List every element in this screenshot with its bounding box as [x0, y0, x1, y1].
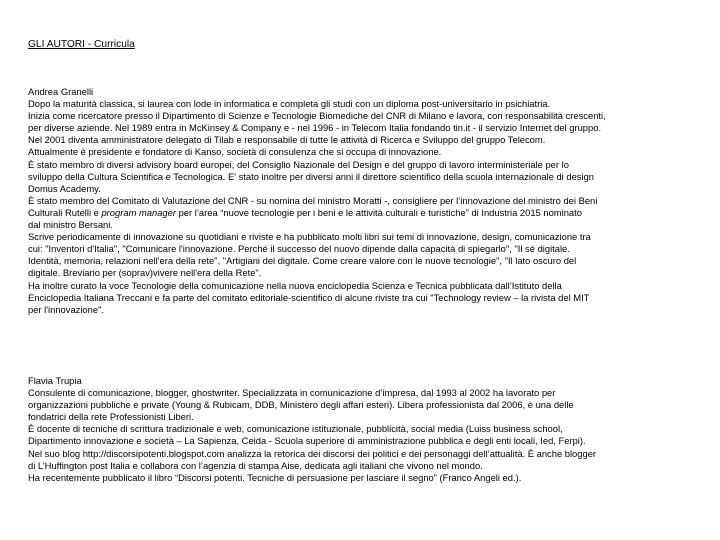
bio-line: per diverse aziende. Nel 1989 entra in McKinsey & Company e - nel 1996 - in Telecom Italia fondando tin.it - il servizio Internet del gruppo.	[28, 122, 602, 134]
bio-line: Nel 2001 diventa amministratore delegato di Tilab e responsabile di tutte le attività di Ricerca e Sviluppo del gruppo Telecom.	[28, 134, 546, 146]
bio-italic-text: program manager	[101, 206, 176, 218]
document-page	[28, 0, 704, 540]
bio-line	[28, 207, 704, 219]
bio-line: È docente di tecniche di scrittura tradizionale e web, comunicazione istituzionale, pubblicità, social media (Luiss business school,	[28, 423, 563, 435]
bio-line: Dipartimento innovazione e società – La Sapienza, Ceida - Scuola superiore di amministrazione pubblica e degli enti locali, Ied, Ferpi).	[28, 435, 586, 447]
bio-line: Consulente di comunicazione, blogger, ghostwriter. Specializzata in comunicazione d’impresa, dal 1993 al 2002 ha lavorato per	[28, 387, 556, 399]
bio-line: di L’Huffington post Italia e collabora con l’agenzia di stampa Aise, dedicata agli italiani che vivono nel mondo.	[28, 459, 483, 471]
bio-text: per l’area “nuove tecnologie per i beni e le attività culturali e turistiche” di Industria 2015 nominato	[175, 206, 582, 218]
bio-line: digitale. Breviario per (soprav)vivere nell'era della Rete".	[28, 267, 262, 279]
bio-line: Ha inoltre curato la voce Tecnologie della comunicazione nella nuova enciclopedia Scienza e Tecnica pubblicata dall’Istituto della	[28, 279, 562, 291]
bio-line: Nel suo blog http://discorsipotenti.blogspot.com analizza la retorica dei discorsi dei politici e dei personaggi dell’attualità. È anche blogger	[28, 447, 597, 459]
bio-line: sviluppo della Cultura Scientifica e Tecnologica. E' stato inoltre per diversi anni il direttore scientifico della scuola internazionale di design	[28, 170, 594, 182]
bio-line: Dopo la maturità classica, si laurea con lode in informatica e completa gli studi con un diploma post-universitario in psichiatria.	[28, 98, 551, 110]
bio-line: dal ministro Bersani.	[28, 219, 113, 231]
author-bio-granelli	[28, 86, 704, 316]
page-heading: GLI AUTORI - Curricula	[28, 39, 135, 50]
author-name: Flavia Trupia	[28, 375, 82, 386]
bio-line: cui: "Inventori d'Italia", "Comunicare l'innovazione. Perché il successo del nuovo dipende dalla capacità di spiegarlo", "Il sé digitale.	[28, 243, 570, 255]
bio-line: organizzazioni pubbliche e private (Young & Rubicam, DDB, Ministero degli affari esteri). Libera professionista dal 2006, è una delle	[28, 399, 574, 411]
bio-line: Domus Academy.	[28, 182, 101, 194]
bio-line: Identità, memoria, relazioni nell'era della rete", "Artigiani del digitale. Come creare valore con le nuove tecnologie", "Il lato oscuro del	[28, 255, 577, 267]
bio-line: per l'innovazione".	[28, 303, 104, 315]
bio-line: fondatrici della rete Professionisti Liberi.	[28, 411, 194, 423]
bio-line: Inizia come ricercatore presso il Dipartimento di Scienze e Tecnologie Biomediche del CNR di Milano e lavora, con responsabilità crescenti,	[28, 110, 606, 122]
bio-line: È stato membro del Comitato di Valutazione del CNR - su nomina del ministro Moratti -, consigliere per l’innovazione del ministro dei Beni	[28, 194, 598, 206]
bio-line: Enciclopedia Italiana Treccani e fa parte del comitato editoriale-scientifico di alcune riviste tra cui "Technology review – la rivista del MIT	[28, 291, 590, 303]
author-name: Andrea Granelli	[28, 86, 94, 97]
bio-line: Attualmente è presidente e fondatore di Kanso, società di consulenza che si occupa di innovazione.	[28, 146, 442, 158]
bio-text: Culturali Rutelli e	[28, 206, 102, 218]
bio-line: È stato membro di diversi advisory board europei, del Consiglio Nazionale del Design e del gruppo di lavoro interministeriale per lo	[28, 158, 569, 170]
bio-line: Scrive periodicamente di innovazione su quotidiani e riviste e ha pubblicato molti libri sui temi di innovazione, design, comunicazione tra	[28, 231, 591, 243]
bio-line: Ha recentemente pubblicato il libro “Discorsi potenti. Tecniche di persuasione per lasciare il segno” (Franco Angeli ed.).	[28, 471, 522, 483]
author-bio-trupia	[28, 375, 704, 484]
